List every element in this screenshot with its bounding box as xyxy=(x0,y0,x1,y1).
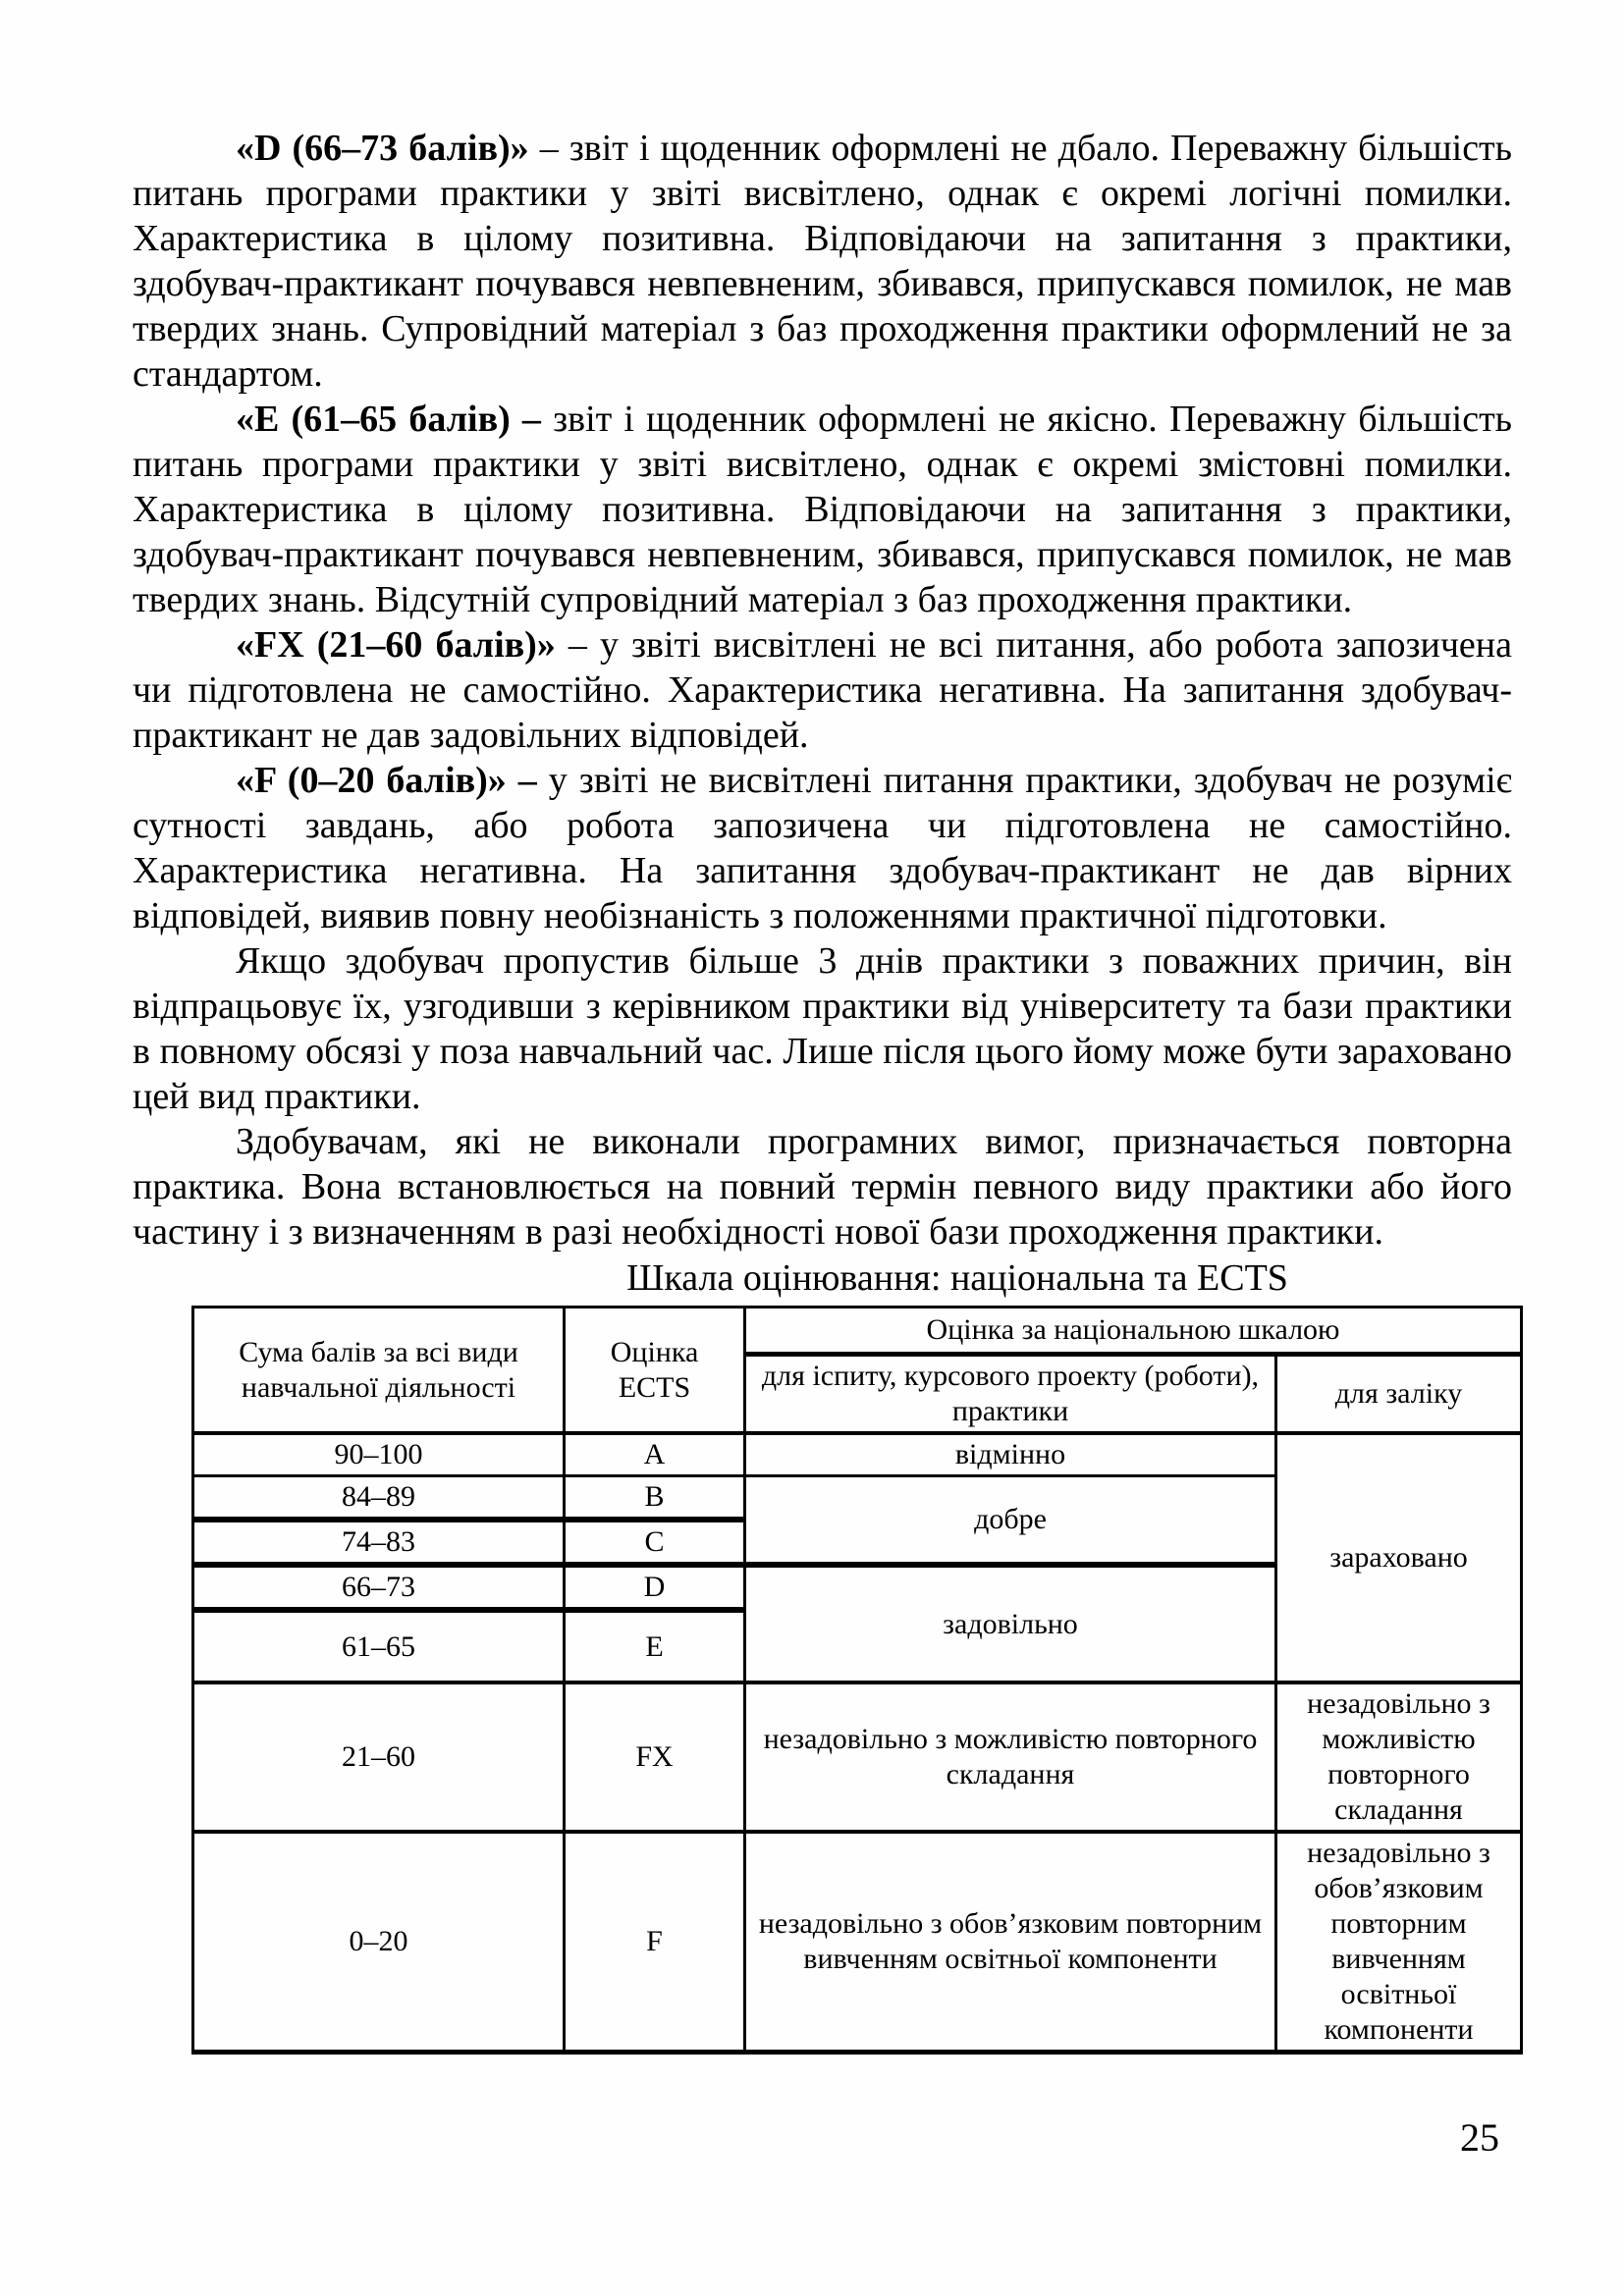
sum-cell: 61–65 xyxy=(193,1610,565,1682)
header-credit-cell: для заліку xyxy=(1276,1355,1522,1434)
paragraph-repeat-practice xyxy=(133,1119,1512,1255)
repeat-practice-text: Здобувачам, які не виконали програмних вимог, призначається повторна практика. Вона встановлюється на повний термін певного виду практики або його частину і з визначенням в разі необхідності нової бази проходження практики. xyxy=(133,1121,1512,1253)
grade-e-text: звіт і щоденник оформлені не якісно. Переважну більшість питань програми практики у звіті висвітлено, однак є окремі змістовні помилки. Характеристика в цілому позитивна. Відповідаючи на запитання з практики, здобувач-практикант почувався невпевненим, збивався, припускався помилок, не мав твердих знань. Відсутній супровідний матеріал з баз проходження практики. xyxy=(133,399,1513,620)
national-cell: незадовільно з можливістю повторного складання xyxy=(745,1682,1276,1832)
grade-fx-label: «FX (21–60 балів)» xyxy=(236,624,556,666)
paragraph-grade-e xyxy=(133,397,1512,622)
ects-cell: C xyxy=(565,1520,745,1565)
sum-cell: 90–100 xyxy=(193,1433,565,1476)
body-text xyxy=(133,126,1512,2055)
paragraph-missed-days xyxy=(133,938,1512,1119)
header-national-scale-cell: Оцінка за національною шкалою xyxy=(745,1308,1522,1355)
table-row xyxy=(193,1682,1522,1832)
sum-cell: 21–60 xyxy=(193,1682,565,1832)
ects-cell: B xyxy=(565,1476,745,1521)
ects-cell: E xyxy=(565,1610,745,1682)
sum-cell: 84–89 xyxy=(193,1476,565,1521)
header-sum-cell: Сума балів за всі види навчальної діяльності xyxy=(193,1308,565,1434)
grade-d-text: – звіт і щоденник оформлені не дбало. Переважну більшість питань програми практики у звіті висвітлено, однак є окремі логічні помилки. Характеристика в цілому позитивна. Відповідаючи на запитання з практики, здобувач-практикант почувався невпевненим, збивався, припускався помилок, не мав твердих знань. Супровідний матеріал з баз проходження практики оформлений не за стандартом. xyxy=(133,128,1512,395)
paragraph-grade-fx xyxy=(133,622,1512,758)
ects-cell: A xyxy=(565,1433,745,1476)
table-row xyxy=(193,1832,1522,2053)
ects-cell: FX xyxy=(565,1682,745,1832)
grade-f-text: у звіті не висвітлені питання практики, здобувач не розуміє сутності завдань, або робота запозичена чи підготовлена не самостійно. Характеристика негативна. На запитання здобувач-практикант не дав вірних відповідей, виявив повну необізнаність з положеннями практичної підготовки. xyxy=(133,760,1512,936)
table-title: Шкала оцінювання: національна та ECTS xyxy=(626,1257,1288,1299)
header-ects-cell: Оцінка ECTS xyxy=(565,1308,745,1434)
table-row xyxy=(193,1433,1522,1476)
paragraph-grade-d xyxy=(133,126,1512,397)
national-cell: задовільно xyxy=(745,1565,1276,1682)
header-exam-cell: для іспиту, курсового проекту (роботи), практики xyxy=(745,1355,1276,1434)
credit-cell: незадовільно з можливістю повторного складання xyxy=(1276,1682,1522,1832)
national-cell: відмінно xyxy=(745,1433,1276,1476)
missed-days-text: Якщо здобувач пропустив більше 3 днів практики з поважних причин, він відпрацьовує їх, узгодивши з керівником практики від університету та бази практики в повному обсязі у поза навчальний час. Лише після цього йому може бути зараховано цей вид практики. xyxy=(133,940,1512,1117)
credit-passed-cell: зараховано xyxy=(1276,1433,1522,1682)
ects-cell: F xyxy=(565,1832,745,2053)
ects-cell: D xyxy=(565,1565,745,1610)
credit-cell: незадовільно з обов’язковим повторним вивченням освітньої компоненти xyxy=(1276,1832,1522,2053)
national-cell: добре xyxy=(745,1476,1276,1566)
grade-fx-text: – у звіті висвітлені не всі питання, або робота запозичена чи підготовлена не самостійно. Характеристика негативна. На запитання здобувач-практикант не дав задовільних відповідей. xyxy=(133,624,1512,756)
sum-cell: 66–73 xyxy=(193,1565,565,1610)
grade-e-label: «Е (61–65 балів) – xyxy=(236,399,541,440)
grade-f-label: «F (0–20 балів)» – xyxy=(236,760,537,801)
grade-d-label: «D (66–73 балів)» xyxy=(236,128,529,169)
sum-cell: 0–20 xyxy=(193,1832,565,2053)
sum-cell: 74–83 xyxy=(193,1520,565,1565)
page-number: 25 xyxy=(1460,2115,1499,2160)
grading-scale-table xyxy=(191,1306,1523,2055)
national-cell: незадовільно з обов’язковим повторним вивченням освітньої компоненти xyxy=(745,1832,1276,2053)
paragraph-grade-f xyxy=(133,758,1512,938)
table-header-row-1 xyxy=(193,1308,1522,1355)
